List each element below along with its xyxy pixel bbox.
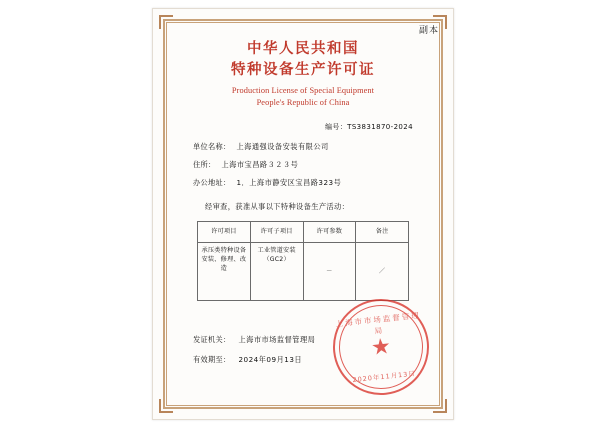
field-value-valid-until: 2024年09月13日	[238, 355, 303, 364]
field-label-company: 单位名称：	[193, 141, 231, 151]
field-list	[175, 142, 431, 188]
table-header-parameter: 许可参数	[303, 222, 356, 243]
certificate-number	[175, 122, 431, 132]
field-value-company: 上海通强设备安装有限公司	[236, 141, 329, 151]
table-header-remark: 备注	[356, 222, 409, 243]
copy-mark: 副本	[418, 26, 439, 36]
field-value-office-address: 1．上海市静安区宝昌路323号	[236, 178, 342, 188]
seal-star-icon: ★	[369, 333, 393, 360]
field-label-residence: 住所：	[193, 159, 216, 169]
field-row-residence	[193, 160, 421, 170]
table-header-sub-item: 许可子项目	[250, 222, 303, 243]
field-row-company	[193, 142, 421, 152]
title-english	[175, 85, 431, 110]
corner-ornament-bottom-left	[159, 399, 173, 413]
field-label-office-address: 办公地址：	[193, 178, 231, 188]
table-header-row	[198, 222, 409, 243]
title-chinese-line-2: 特种设备生产许可证	[231, 62, 375, 79]
table-header-item: 许可项目	[198, 222, 251, 243]
field-label-issuer: 发证机关：	[193, 335, 231, 344]
corner-ornament-top-right	[433, 15, 447, 29]
certificate-number-value: TS3831870-2024	[347, 122, 413, 131]
corner-ornament-bottom-right	[433, 399, 447, 413]
title-english-line-2: People's Republic of China	[256, 98, 350, 108]
table-cell-parameter: －	[303, 243, 356, 301]
table-cell-sub-item: 工业管道安装（GC2）	[250, 243, 303, 301]
table-cell-item: 承压类特种设备安装、修理、改造	[198, 243, 251, 301]
field-row-office-address	[193, 178, 421, 188]
corner-ornament-top-left	[159, 15, 173, 29]
table-row	[198, 243, 409, 301]
title-chinese-line-1: 中华人民共和国	[247, 41, 359, 57]
scope-statement: 经审查，获准从事以下特种设备生产活动：	[205, 202, 350, 212]
title-chinese	[175, 39, 431, 81]
seal-text-bottom: 2020年11月13日	[352, 369, 417, 385]
seal-text-top: 上海市市场监督管理局	[335, 310, 422, 336]
title-english-line-1: Production License of Special Equipment	[231, 86, 375, 96]
table-cell-remark: ／	[356, 243, 409, 301]
scope-table	[197, 221, 409, 301]
field-value-residence: 上海市宝昌路３２３号	[221, 159, 299, 169]
certificate-number-label: 编号：	[324, 122, 348, 131]
certificate-sheet	[152, 8, 454, 420]
field-value-issuer: 上海市市场监督管理局	[238, 335, 316, 344]
field-label-valid-until: 有效期至：	[193, 355, 231, 364]
